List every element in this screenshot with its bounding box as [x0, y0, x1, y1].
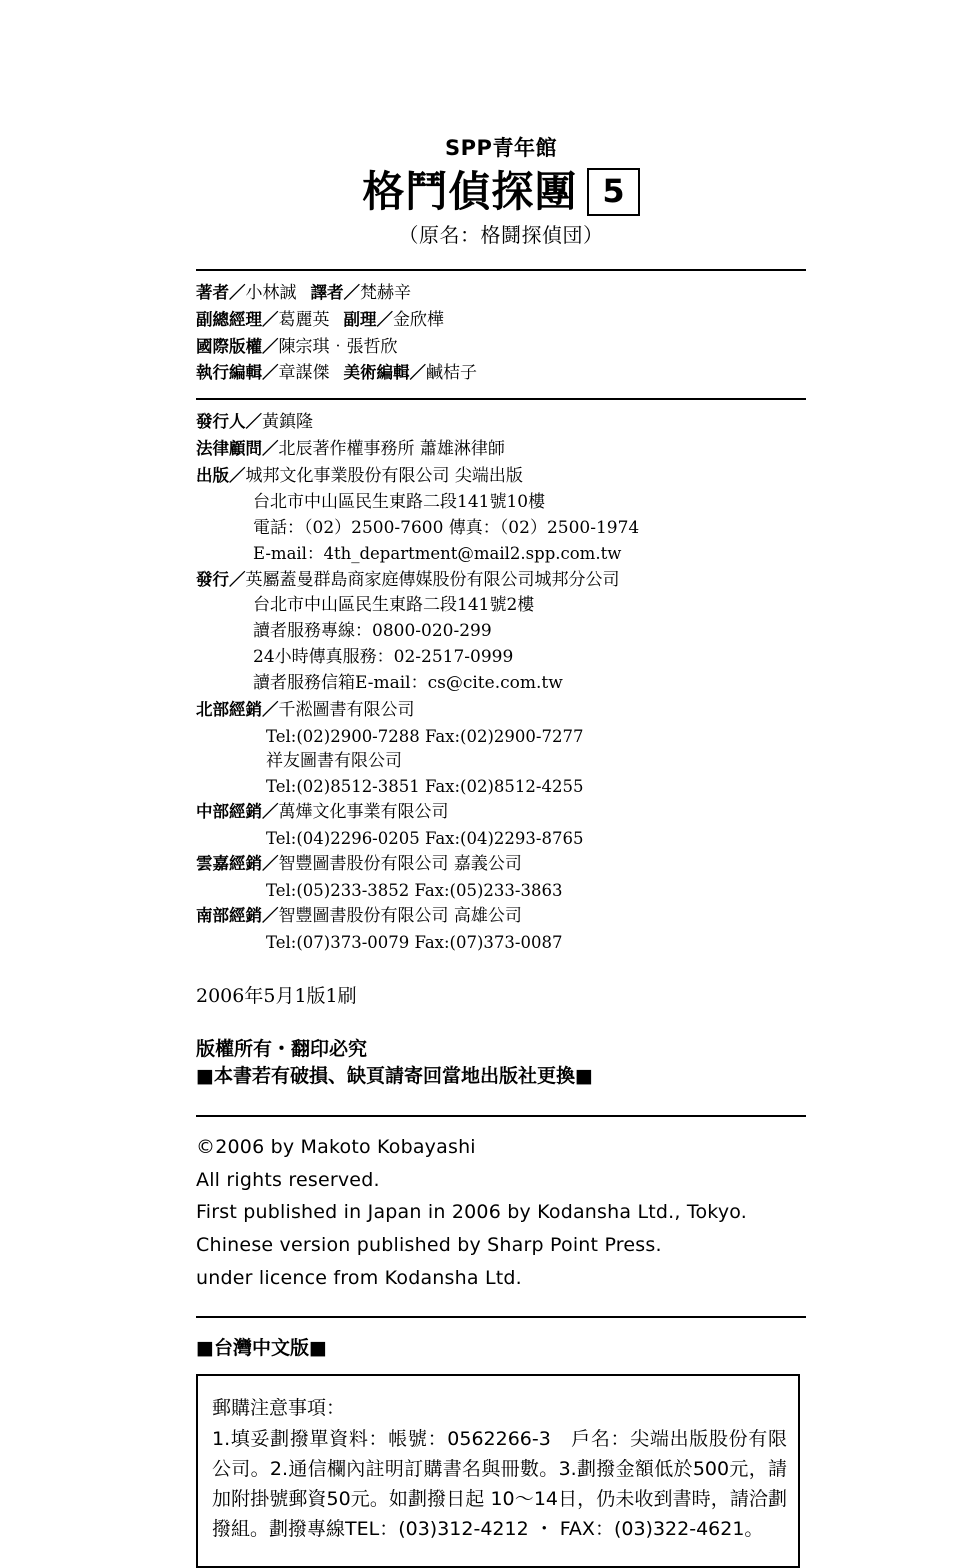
- copyright-line: ©2006 by Makoto Kobayashi: [196, 1135, 476, 1158]
- english-copyright-block: [196, 1131, 806, 1294]
- staff-label-author: 著者: [196, 283, 229, 302]
- issuer-address: 台北市中山區民生東路二段141號2樓: [253, 595, 535, 616]
- first-published-line: First published in Japan in 2006 by Kodansha Ltd., Tokyo.: [196, 1201, 747, 1224]
- publishing-house-value: 城邦文化事業股份有限公司 尖端出版: [245, 465, 523, 486]
- divider-before-taiwan-edition: [196, 1316, 806, 1318]
- publishing-house-label: 出版: [196, 465, 229, 485]
- publisher-phone: 電話：（02）2500-7600 傳真：（02）2500-1974: [253, 517, 640, 538]
- distributor-contact: Tel:(04)2296-0205 Fax:(04)2293-8765: [266, 829, 584, 849]
- staff-label-deputy-gm: 副總經理: [196, 309, 262, 329]
- distributor-contact: Tel:(07)373-0079 Fax:(07)373-0087: [266, 933, 563, 953]
- divider-middle: [196, 398, 806, 400]
- legal-advisor-row: 法律顧問／北辰著作權事務所 蕭雄淋律師: [196, 439, 505, 460]
- issuer-row: 發行／英屬蓋曼群島商家庭傳媒股份有限公司城邦分公司: [196, 569, 620, 590]
- licence-line: under licence from Kodansha Ltd.: [196, 1266, 522, 1289]
- mail-order-notice-box: [196, 1374, 800, 1568]
- staff-label-translator: 譯者: [310, 283, 344, 302]
- staff-row: 執行編輯／章謀傑 美術編輯／鹹桔子: [196, 363, 477, 384]
- staff-value-intl-rights: 陳宗琪‧張哲欣: [278, 336, 398, 357]
- mail-order-title: 郵購注意事項：: [212, 1397, 346, 1420]
- legal-advisor-label: 法律顧問: [196, 439, 262, 459]
- colophon-content: [196, 0, 806, 1568]
- publisher-person-row: 發行人／黃鎮隆: [196, 412, 313, 433]
- publisher-person-label: 發行人: [196, 412, 246, 432]
- staff-row: 國際版權／陳宗琪‧張哲欣: [196, 336, 398, 357]
- reader-service-email: 讀者服務信箱E-mail：cs@cite.com.tw: [253, 672, 563, 693]
- distributor-central-row: 中部經銷／萬燁文化事業有限公司: [196, 802, 449, 823]
- divider-before-english: [196, 1115, 806, 1117]
- distributor-label: 北部經銷: [196, 699, 262, 719]
- series-name: SPP青年館: [445, 136, 557, 160]
- legal-advisor-value: 北辰著作權事務所 蕭雄淋律師: [278, 439, 505, 460]
- staff-label-assistant-manager: 副理: [343, 309, 377, 329]
- distributor-yunchia-row: 雲嘉經銷／智豐圖書股份有限公司 嘉義公司: [196, 854, 522, 875]
- staff-credits-block: [196, 280, 806, 387]
- damaged-copy-notice: ■本書若有破損、缺頁請寄回當地出版社更換■: [196, 1065, 593, 1088]
- staff-row: 著者／小林誠 譯者／梵赫辛: [196, 283, 411, 303]
- distributor-company: 萬燁文化事業有限公司: [278, 802, 449, 823]
- divider-top: [196, 269, 806, 271]
- distributor-company: 智豐圖書股份有限公司 嘉義公司: [278, 854, 522, 875]
- volume-number-box: 5: [587, 168, 639, 216]
- publisher-block: [196, 409, 806, 955]
- distributor-company: 千淞圖書有限公司: [278, 699, 415, 720]
- mail-order-body: 1.填妥劃撥單資料：帳號：0562266-3 戶名：尖端出版股份有限公司。2.通信欄內註明訂購書名與冊數。3.劃撥金額低於500元，請加附掛號郵資50元。如劃撥日起 10～14日，仍未收到書時，請洽劃撥組。劃撥專線TEL：(03)312-4212 ・ FAX：(03)322-4621。: [212, 1428, 787, 1541]
- publisher-email: E-mail：4th_department@mail2.spp.com.tw: [253, 544, 622, 564]
- staff-label-intl-rights: 國際版權: [196, 336, 262, 356]
- staff-value-executive-editor: 章謀傑: [278, 363, 330, 384]
- staff-label-executive-editor: 執行編輯: [196, 363, 262, 383]
- taiwan-edition-mark: ■台灣中文版■: [196, 1337, 327, 1360]
- distributor-contact: Tel:(02)8512-3851 Fax:(02)8512-4255: [266, 777, 584, 797]
- reader-service-fax: 24小時傳真服務：02-2517-0999: [253, 647, 514, 668]
- staff-value-translator: 梵赫辛: [360, 283, 411, 303]
- distributor-north-row: 北部經銷／千淞圖書有限公司: [196, 699, 415, 720]
- distributor-contact: Tel:(05)233-3852 Fax:(05)233-3863: [266, 881, 563, 901]
- staff-value-assistant-manager: 金欣樺: [393, 309, 444, 330]
- rights-notice-block: [196, 1036, 806, 1091]
- distributor-company: 智豐圖書股份有限公司 高雄公司: [278, 906, 522, 927]
- rights-reserved-line: 版權所有・翻印必究: [196, 1037, 368, 1060]
- staff-label-art-editor: 美術編輯: [343, 363, 410, 383]
- distributor-label: 中部經銷: [196, 802, 262, 822]
- distributor-contact: Tel:(02)2900-7288 Fax:(02)2900-7277: [266, 726, 584, 746]
- publisher-person-value: 黃鎮隆: [262, 412, 313, 433]
- print-date: 2006年5月1版1刷: [196, 985, 357, 1008]
- chinese-version-line: Chinese version published by Sharp Point Press.: [196, 1234, 662, 1256]
- issuer-value: 英屬蓋曼群島商家庭傳媒股份有限公司城邦分公司: [245, 569, 620, 590]
- staff-value-deputy-gm: 葛麗英: [278, 309, 330, 330]
- rights-line: All rights reserved.: [196, 1168, 380, 1191]
- distributor-company: 祥友圖書有限公司: [266, 750, 402, 771]
- publisher-address: 台北市中山區民生東路二段141號10樓: [253, 491, 546, 512]
- page-title: 格鬥偵探團: [362, 166, 578, 216]
- original-title: （原名：格鬪探偵団）: [398, 223, 604, 247]
- distributor-label: 雲嘉經銷: [196, 854, 262, 874]
- publishing-house-row: 出版／城邦文化事業股份有限公司 尖端出版: [196, 465, 523, 486]
- distributor-south-row: 南部經銷／智豐圖書股份有限公司 高雄公司: [196, 906, 522, 927]
- staff-value-art-editor: 鹹桔子: [426, 363, 477, 384]
- main-title-row: [196, 168, 806, 216]
- staff-value-author: 小林誠: [245, 283, 297, 303]
- reader-service-hotline: 讀者服務專線：0800-020-299: [253, 621, 492, 642]
- distributor-label: 南部經銷: [196, 906, 262, 926]
- issuer-label: 發行: [196, 569, 229, 589]
- title-block: [196, 0, 806, 247]
- staff-row: 副總經理／葛麗英 副理／金欣樺: [196, 309, 444, 330]
